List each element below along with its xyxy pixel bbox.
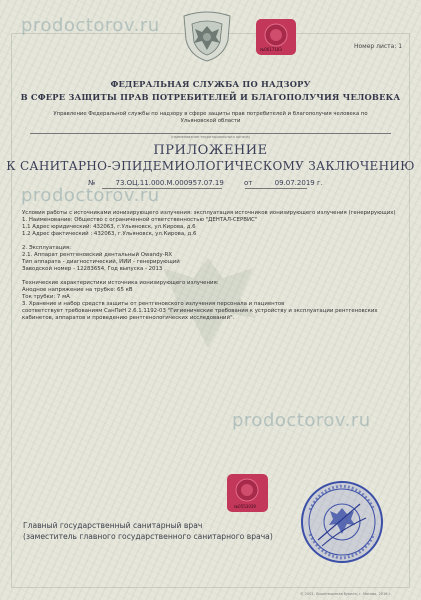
department-underline <box>30 133 391 134</box>
department-caption: (наименование территориального органа) <box>170 135 251 139</box>
watermark-top: prodoctorov.ru <box>21 15 160 36</box>
body-line-16: кабинетов, аппаратов и проведению рентгенологических исследований". <box>22 315 235 321</box>
body-line-1: Условия работы с источниками ионизирующего излучения: эксплуатация источников ионизирующего излучения (генерирующих) <box>22 210 396 216</box>
conclusion-number: 73.ОЦ.11.000.М.000957.07.19 <box>115 179 224 187</box>
body-line-3: 1.1 Адрес юридический: 432063, г.Ульяновск, ул.Кирова, д.6 <box>22 224 196 230</box>
body-line-4: 1.2 Адрес фактический : 432063, г.Ульяновск, ул.Кирова, д.6 <box>22 231 197 237</box>
body-line-13: Ток трубки: 7 мА <box>22 294 70 300</box>
document-title-line2: К САНИТАРНО-ЭПИДЕМИОЛОГИЧЕСКОМУ ЗАКЛЮЧЕНИЮ <box>6 159 415 173</box>
conclusion-number-line <box>88 179 323 187</box>
agency-title-line2: В СФЕРЕ ЗАЩИТЫ ПРАВ ПОТРЕБИТЕЛЕЙ И БЛАГОПОЛУЧИЯ ЧЕЛОВЕКА <box>20 92 401 102</box>
body-line-8: Тип аппарата - диагностический, ИИИ - генерирующий <box>22 259 180 265</box>
body-line-15: соответствует требованиям СанПиН 2.6.1.1192-03 "Гигиенические требования к устройству и эксплуатации рентгеновских <box>22 308 378 314</box>
number-underline <box>102 188 222 189</box>
number-prefix: № <box>88 179 96 187</box>
chief-doctor-title: Главный государственный санитарный врач <box>23 521 203 530</box>
official-round-seal <box>300 480 384 564</box>
conclusion-date: 09.07.2019 г. <box>274 179 323 187</box>
body-line-14: 3. Хранение и набор средств защиты от рентгеновского излучения персонала и пациентов <box>22 301 285 307</box>
document-title-line1: ПРИЛОЖЕНИЕ <box>153 143 268 158</box>
stamp-bottom-code: №0553039 <box>234 504 256 509</box>
coat-of-arms-emblem <box>180 10 234 62</box>
agency-title-line1: ФЕДЕРАЛЬНАЯ СЛУЖБА ПО НАДЗОРУ <box>110 79 311 89</box>
body-line-12: Анодное напряжение на трубке: 65 кВ <box>22 287 133 293</box>
department-line2: Ульяновской области <box>180 118 241 124</box>
body-line-7: 2.1. Аппарат рентгеновский дентальный Owandy-RX <box>22 252 173 258</box>
watermark-middle: prodoctorov.ru <box>21 185 160 206</box>
sheet-number: Номер листа: 1 <box>354 43 403 50</box>
watermark-bottom: prodoctorov.ru <box>232 410 371 431</box>
date-underline <box>245 188 307 189</box>
department-line1: Управление Федеральной службы по надзору в сфере защиты прав потребителей и благополучия человека по <box>53 111 368 117</box>
date-prefix: от <box>244 179 253 187</box>
stamp-top-code: №0617183 <box>260 47 282 52</box>
body-line-9: Заводской номер - 12283654, Год выпуска - 2013 <box>22 266 163 272</box>
deputy-doctor-title: (заместитель главного государственного санитарного врача) <box>23 532 273 541</box>
body-line-2: 1. Наименование: Общество с ограниченной ответственностью "ДЕНТАЛ-СЕРВИС" <box>22 217 258 223</box>
body-line-6: 2. Эксплуатация: <box>22 245 71 251</box>
territorial-department <box>30 111 391 125</box>
paper-manufacturer-note: © 2001, Лицензионная бумага, г. Москва, 2016 г. <box>300 592 392 596</box>
body-line-11: Технические характеристики источника ионизирующего излучения: <box>22 280 219 286</box>
